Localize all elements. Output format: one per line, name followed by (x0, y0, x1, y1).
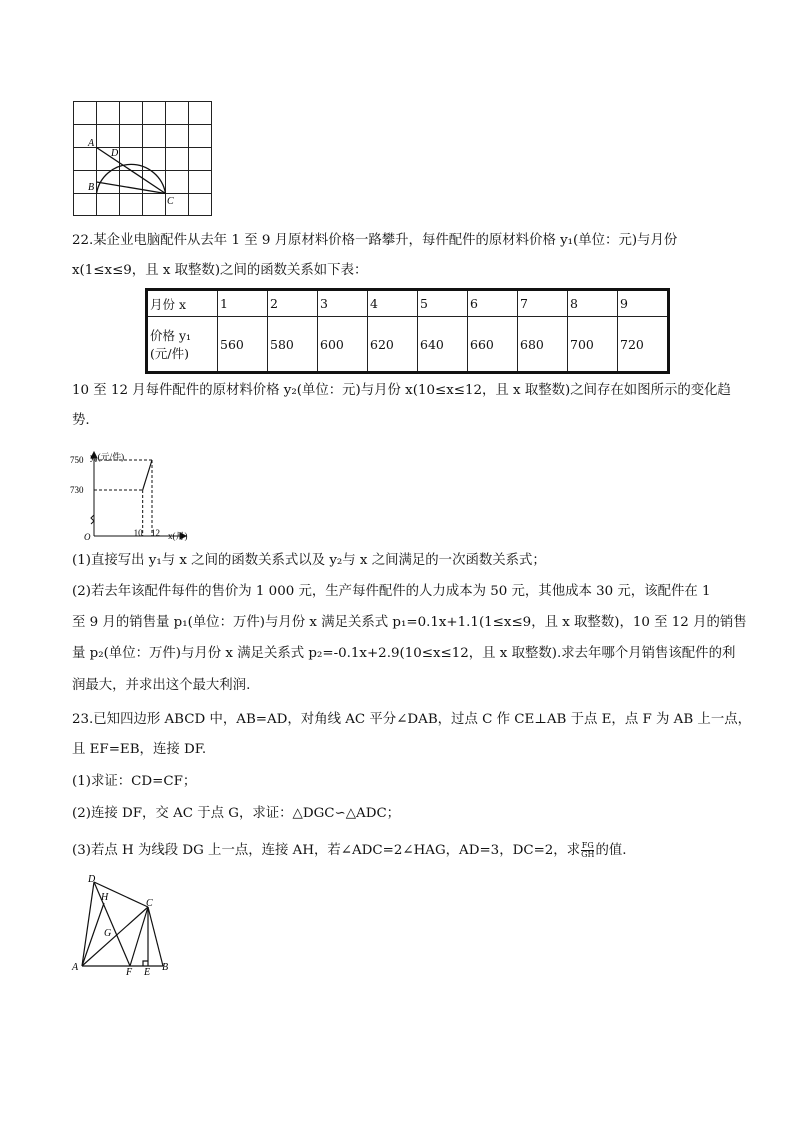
table-cell: 660 (468, 317, 518, 373)
q23-intro-line2: 且 EF=EB，连接 DF. (72, 742, 207, 757)
table-cell: 2 (268, 290, 318, 317)
point-g-label: G (104, 928, 112, 939)
table-cell: 8 (568, 290, 618, 317)
x-tick-label: 10 (133, 528, 143, 538)
q23-part3 (72, 842, 627, 860)
point-d-label: D (88, 874, 96, 885)
point-a-label: A (72, 962, 79, 973)
table-cell: 560 (218, 317, 268, 373)
q23-intro-line1: 23.已知四边形 ABCD 中，AB=AD，对角线 AC 平分∠DAB，过点 C 作 CE⊥AB 于点 E，点 F 为 AB 上一点， (72, 712, 751, 727)
q23-part3-text: (3)若点 H 为线段 DG 上一点，连接 AH，若∠ADC=2∠HAG，AD=3，DC=2，求 (72, 843, 581, 858)
table-cell: 9 (618, 290, 669, 317)
table-cell: 600 (318, 317, 368, 373)
point-b-label: B (88, 182, 95, 193)
q22-part2-line2: 至 9 月的销售量 p₁(单位：万件)与月份 x 满足关系式 p₁=0.1x+1.1(1≤x≤9，且 x 取整数)，10 至 12 月的销售 (72, 615, 747, 630)
point-c-label: C (167, 196, 174, 207)
quadrilateral-figure (68, 870, 180, 978)
price-head-line2: (元/件) (150, 346, 189, 361)
q22-intro-line1: 22.某企业电脑配件从去年 1 至 9 月原材料价格一路攀升，每件配件的原材料价格 y₁(单位：元)与月份 (72, 233, 678, 248)
point-c-label: C (146, 898, 153, 909)
table-cell: 3 (318, 290, 368, 317)
table-header-month: 月份 x (147, 290, 218, 317)
fraction (581, 842, 594, 859)
series-line (143, 460, 152, 490)
table-cell: 6 (468, 290, 518, 317)
q22-intro-line2: x(1≤x≤9，且 x 取整数)之间的函数关系如下表： (72, 263, 368, 278)
table-row (147, 317, 669, 373)
table-cell: 720 (618, 317, 669, 373)
q22-part1: (1)直接写出 y₁与 x 之间的函数关系式以及 y₂与 x 之间满足的一次函数关系式； (72, 553, 546, 568)
table-cell: 4 (368, 290, 418, 317)
fraction-denominator: GH (581, 850, 595, 859)
table-cell: 640 (418, 317, 468, 373)
table-cell: 680 (518, 317, 568, 373)
y-tick-label: 730 (70, 485, 84, 495)
price-table (145, 288, 670, 374)
point-d-label: D (111, 148, 119, 159)
y2-chart (68, 450, 200, 542)
point-f-label: F (126, 967, 133, 978)
x-tick-label: 12 (151, 528, 160, 538)
chart-xlabel: x(月) (168, 531, 188, 541)
chart-ylabel: y₂(元/件) (90, 452, 125, 462)
table-cell: 5 (418, 290, 468, 317)
table-header-price (147, 317, 218, 373)
q23-part3-tail: 的值. (595, 843, 627, 858)
q23-part1: (1)求证：CD=CF； (72, 774, 197, 789)
y-tick-label: 750 (70, 455, 84, 465)
q22-part2-line4: 润最大，并求出这个最大利润. (72, 678, 251, 693)
q22-after-line2: 势. (72, 413, 90, 428)
q22-after-line1: 10 至 12 月每件配件的原材料价格 y₂(单位：元)与月份 x(10≤x≤12，且 x 取整数)之间存在如图所示的变化趋 (72, 383, 731, 398)
table-cell: 1 (218, 290, 268, 317)
point-b-label: B (162, 962, 169, 973)
table-cell: 7 (518, 290, 568, 317)
q22-part2-line3: 量 p₂(单位：万件)与月份 x 满足关系式 p₂=-0.1x+2.9(10≤x≤12，且 x 取整数).求去年哪个月销售该配件的利 (72, 646, 736, 661)
q23-part2: (2)连接 DF，交 AC 于点 G，求证：△DGC∽△ADC； (72, 806, 401, 821)
fraction-numerator: FG (581, 841, 594, 850)
grid-figure (72, 100, 214, 218)
table-row (147, 290, 669, 317)
point-h-label: H (101, 892, 109, 903)
price-head-line1: 价格 y₁ (150, 328, 192, 343)
chart-origin: O (84, 532, 91, 542)
table-cell: 620 (368, 317, 418, 373)
table-cell: 580 (268, 317, 318, 373)
point-a-label: A (88, 138, 95, 149)
q22-part2-line1: (2)若去年该配件每件的售价为 1 000 元，生产每件配件的人力成本为 50 元，其他成本 30 元，该配件在 1 (72, 584, 711, 599)
table-cell: 700 (568, 317, 618, 373)
point-e-label: E (144, 967, 151, 978)
